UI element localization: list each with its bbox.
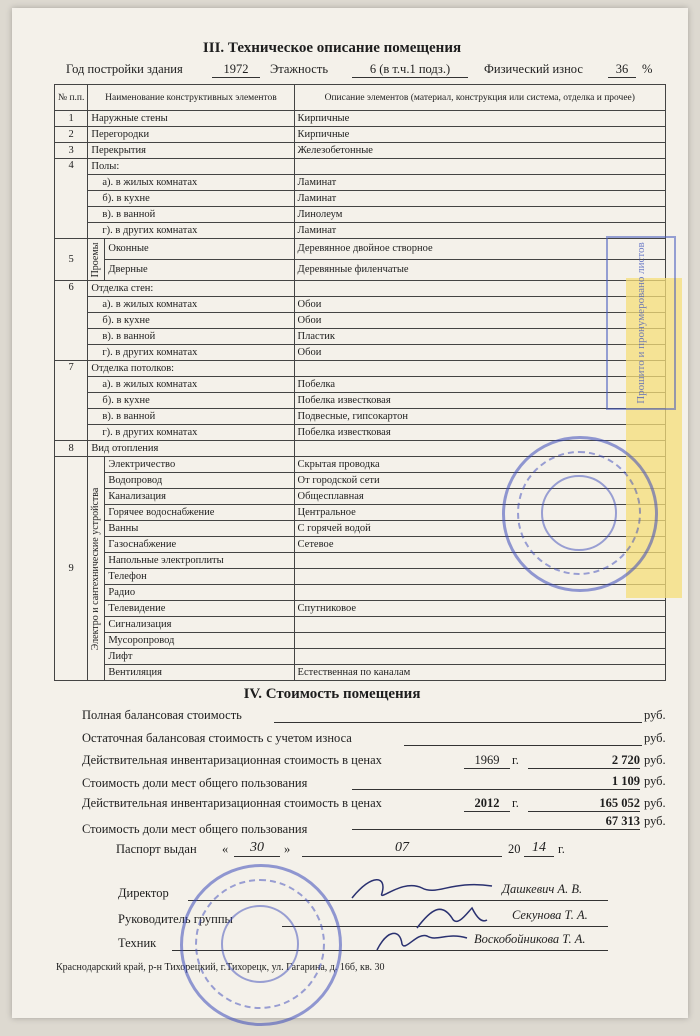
residual-balance-label: Остаточная балансовая стоимость с учетом износа: [82, 731, 352, 745]
inventory-value-2012-label: Действительная инвентаризационная стоимость в ценах: [82, 796, 382, 810]
document-page: [12, 8, 688, 1018]
table-row: Дверные Деревянные филенчатые: [55, 260, 666, 281]
section-3-title: III. Техническое описание помещения: [202, 40, 462, 56]
currency: руб.: [644, 796, 666, 810]
inventory-year-2012: 2012: [464, 796, 510, 812]
technician-name: Воскобойникова Т. А.: [474, 932, 586, 946]
table-row: Водопровод От городской сети: [55, 473, 666, 489]
table-header: [55, 85, 666, 111]
quote-close: »: [284, 842, 291, 856]
residual-balance-line: [404, 745, 642, 746]
utilities-vertical-label: Электро и сантехнические устройства: [88, 457, 105, 681]
table-row: в). в ванной Пластик: [55, 329, 666, 345]
inventory-value-1969: 2 720: [528, 753, 640, 769]
group-head-name: Секунова Т. А.: [512, 908, 588, 922]
table-row: Радио: [55, 585, 666, 601]
binding-stamp: [606, 236, 676, 410]
table-row: г). в других комнатах Ламинат: [55, 223, 666, 239]
director-name: Дашкевич А. В.: [502, 882, 583, 896]
currency: руб.: [644, 814, 666, 828]
table-row: Канализация Общесплавная: [55, 489, 666, 505]
build-year-value: 1972: [212, 62, 260, 78]
group-head-label: Руководитель группы: [118, 912, 233, 926]
table-row: Телефон: [55, 569, 666, 585]
currency: руб.: [644, 708, 666, 722]
full-balance-label: Полная балансовая стоимость: [82, 708, 242, 722]
round-seal-stamp: [502, 436, 658, 592]
table-row: Мусоропровод: [55, 633, 666, 649]
currency: руб.: [644, 774, 666, 788]
common-share-value-2012: 67 313: [352, 814, 640, 830]
table-row: Напольные электроплиты: [55, 553, 666, 569]
table-row: а). в жилых комнатах Обои: [55, 297, 666, 313]
table-row: Сигнализация: [55, 617, 666, 633]
build-year-label: Год постройки здания: [66, 62, 183, 76]
technician-signature: [372, 922, 472, 958]
passport-issued-label: Паспорт выдан: [116, 842, 197, 856]
year-suffix: г.: [512, 796, 519, 810]
inventory-year-1969: 1969: [464, 753, 510, 769]
table-row: а). в жилых комнатах Побелка: [55, 377, 666, 393]
floors-label: Этажность: [270, 62, 329, 76]
openings-vertical-label: Проемы: [88, 239, 105, 281]
table-row: 9 Электро и сантехнические устройства Электричество Скрытая проводка: [55, 457, 666, 473]
table-row: Лифт: [55, 649, 666, 665]
common-share-2012-label: Стоимость доли мест общего пользования: [82, 822, 308, 836]
table-row: Ванны С горячей водой: [55, 521, 666, 537]
wear-label: Физический износ: [484, 62, 583, 76]
passport-year-prefix: 20: [508, 842, 521, 856]
table-row: б). в кухне Побелка известковая: [55, 393, 666, 409]
table-row: 6 Отделка стен:: [55, 281, 666, 297]
year-suffix: г.: [512, 753, 519, 767]
table-row: 2 Перегородки Кирпичные: [55, 127, 666, 143]
table-row: 8 Вид отопления: [55, 441, 666, 457]
table-row: б). в кухне Обои: [55, 313, 666, 329]
passport-g: г.: [558, 842, 565, 856]
table-row: Телевидение Спутниковое: [55, 601, 666, 617]
technician-label: Техник: [118, 936, 157, 950]
header-name: Наименование конструктивных элементов: [88, 85, 294, 111]
table-row: в). в ванной Подвесные, гипсокартон: [55, 409, 666, 425]
wear-value: 36: [608, 62, 636, 78]
table-row: 4 Полы:: [55, 159, 666, 175]
table-row: б). в кухне Ламинат: [55, 191, 666, 207]
table-row: а). в жилых комнатах Ламинат: [55, 175, 666, 191]
footer-address: Краснодарский край, р-н Тихорецкий, г.Тихорецк, ул. Гагарина, д. 16б, кв. 30: [56, 962, 385, 973]
common-share-label: Стоимость доли мест общего пользования: [82, 776, 308, 790]
table-row: в). в ванной Линолеум: [55, 207, 666, 223]
table-row: г). в других комнатах Обои: [55, 345, 666, 361]
currency: руб.: [644, 753, 666, 767]
table-row: 5 Проемы Оконные Деревянное двойное створное: [55, 239, 666, 260]
round-seal-stamp-bottom: [180, 864, 342, 1026]
table-row: 3 Перекрытия Железобетонные: [55, 143, 666, 159]
full-balance-line: [274, 722, 642, 723]
passport-year-suffix: 14: [524, 840, 554, 857]
table-row: 1 Наружные стены Кирпичные: [55, 111, 666, 127]
table-row: Горячее водоснабжение Центральное: [55, 505, 666, 521]
binding-stamp-text: Прошито и пронумеровано листов: [635, 242, 647, 404]
common-share-value-1969: 1 109: [352, 774, 640, 790]
table-row: Газоснабжение Сетевое: [55, 537, 666, 553]
director-label: Директор: [118, 886, 169, 900]
currency: руб.: [644, 731, 666, 745]
floors-value: 6 (в т.ч.1 подз.): [352, 62, 468, 78]
table-row: 7 Отделка потолков:: [55, 361, 666, 377]
passport-month: 07: [302, 840, 502, 857]
quote-open: «: [222, 842, 229, 856]
passport-day: 30: [234, 840, 280, 857]
inventory-value-1969-label: Действительная инвентаризационная стоимость в ценах: [82, 753, 382, 767]
section-4-title: IV. Стоимость помещения: [243, 686, 421, 702]
table-row: Вентиляция Естественная по каналам: [55, 665, 666, 681]
inventory-value-2012: 165 052: [528, 796, 640, 812]
wear-unit: %: [642, 62, 653, 76]
header-num: № п.п.: [55, 85, 88, 111]
header-desc: Описание элементов (материал, конструкция или система, отделка и прочее): [294, 85, 665, 111]
table-row: г). в других комнатах Побелка известковая: [55, 425, 666, 441]
